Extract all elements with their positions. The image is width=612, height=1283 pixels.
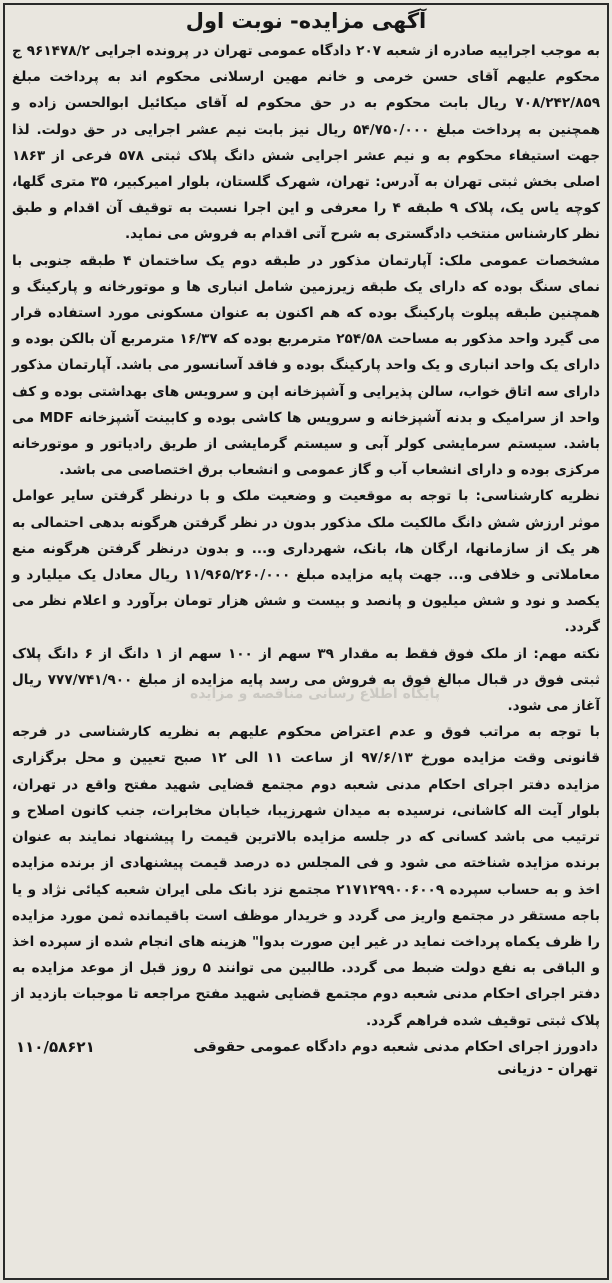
paragraph-expert-opinion: نظریه کارشناسی: با توجه به موقعیت و وضعیت ملک و با درنظر گرفتن سایر عوامل موثر ارزش شش دانگ مالکیت ملک مذکور بدون در نظر گرفتن هرگونه بدهی احتمالی به هر یک از سازمانها، ارگان ها، بانک، شهرداری و... و بدون درنظر گرفتن هرگونه منع معاملاتی و خلافی و... جهت پایه مزایده مبلغ ۱۱/۹۶۵/۲۶۰/۰۰۰ ریال معادل یک میلیارد و یکصد و نود و شش میلیون و پانصد و بیست و شش هزار تومان برآورد و اعلام نظر می گردد. [12,488,600,636]
paragraph-important-note: نکته مهم: از ملک فوق فقط به مقدار ۳۹ سهم از ۱۰۰ سهم از ۱ دانگ از ۶ دانگ پلاک ثبتی فوق در قبال مبالغ فوق به فروش می رسد پایه مزایده از مبلغ ۷۷۷/۷۴۱/۹۰۰ ریال آغاز می شود. [12,645,601,715]
paragraph-auction-terms: با توجه به مراتب فوق و عدم اعتراض محکوم علیهم به نظریه کارشناسی در فرجه قانونی وقت مزایده مورخ ۹۷/۶/۱۳ از ساعت ۱۱ الی ۱۲ صبح تعیین و محل برگزاری مزایده دفتر اجرای احکام مدنی شعبه دوم مجتمع قضایی شهید مفتح واقع در تهران، بلوار آیت اله کاشانی، نرسیده به میدان شهرزیبا، خیابان مخابرات، جنب کانون اصلاح و ترتیب می باشد کسانی که در جلسه مزایده بالاترین قیمت را پیشنهاد نمایند به عنوان برنده مزایده شناخته می شود و فی المجلس ده درصد قیمت پیشنهادی از برنده مزایده اخذ و به حساب سپرده ۲۱۷۱۲۹۹۰۰۶۰۰۹ مجتمع نزد بانک ملی ایران شعبه کیائی نژاد و یا باجه مستقر در مجتمع واریز می گردد و خریدار موظف است باقیمانده ثمن مورد مزایده را ظرف یکماه پرداخت نماید در غیر این صورت بدوا" هزینه های انجام شده از سپرده اخذ و الباقی به نفع دولت ضبط می گردد. طالبین می توانند ۵ روز قبل از موعد مزایده به دفتر اجرای احکام مدنی شعبه دوم مجتمع قضایی شهید مفتح مراجعه تا موجبات بازدید از پلاک ثبتی توقیف شده فراهم گردد. [12,724,601,1029]
notice-title: آگهی مزایده- نوبت اول [185,9,427,33]
watermark-line-2: پایگاه اطلاع رسانی مناقصه و مزایده [189,686,441,702]
signature-line-2: تهران - دزیانی [497,1060,598,1077]
notice-border [3,3,609,1280]
notice-code: ۱۱۰/۵۸۶۲۱ [16,1037,95,1056]
paragraph-intro: به موجب اجراییه صادره از شعبه ۲۰۷ دادگاه عمومی تهران در پرونده اجرایی ۹۶۱۴۷۸/۲ ج محکوم علیهم آقای حسن خرمی و خانم مهین ارسلانی محکوم اند به پرداخت مبلغ ۷۰۸/۲۴۲/۸۵۹ ریال بابت محکوم به در حق محکوم له آقای میکائیل ابوالحسن زاده و همچنین به پرداخت مبلغ ۵۴/۷۵۰/۰۰۰ ریال نیز بابت نیم عشر اجرایی در حق دولت. لذا جهت استیفاء محکوم به و نیم عشر اجرایی شش دانگ پلاک ثبتی ۵۷۸ فرعی از ۱۸۶۳ اصلی بخش ثبتی تهران به آدرس: تهران، شهرک گلستان، بلوار امیرکبیر، ۳۵ متری گلها، کوچه یاس یک، پلاک ۹ طبقه ۴ را معرفی و این اجرا نسبت به توقیف آن اقدام و طبق نظر کارشناس منتخب دادگستری به شرح آتی اقدام به فروش می نماید. [12,43,601,243]
paragraph-property-specs: مشخصات عمومی ملک: آپارتمان مذکور در طبقه دوم یک ساختمان ۴ طبقه جنوبی با نمای سنگ بوده که دارای یک طبقه زیرزمین شامل انباری ها و موتورخانه و پارکینگ و همچنین طبقه پیلوت پارکینگ بوده که هم اکنون به عنوان مسکونی مورد استفاده قرار می گیرد واحد مذکور به مساحت ۲۵۴/۵۸ مترمربع بوده که ۱۶/۳۷ مترمربع آن بالکن بوده و دارای یک واحد انباری و یک واحد پارکینگ بوده و فاقد آسانسور می باشد. آپارتمان مذکور دارای سه اتاق خواب، سالن پذیرایی و آشپزخانه اپن و سرویس های بهداشتی بوده و کف واحد از سرامیک و بدنه آشپزخانه و سرویس ها کاشی بوده و کابینت آشپزخانه MDF می باشد. سیستم سرمایشی کولر آبی و سیستم گرمایشی از طریق رادیاتور و موتورخانه مرکزی بوده و دارای انشعاب آب و گاز عمومی و انشعاب برق اختصاصی می باشد. [12,252,600,479]
signature-line-1: دادورز اجرای احکام مدنی شعبه دوم دادگاه عمومی حقوقی [193,1038,598,1055]
notice-footer [6,1036,606,1080]
